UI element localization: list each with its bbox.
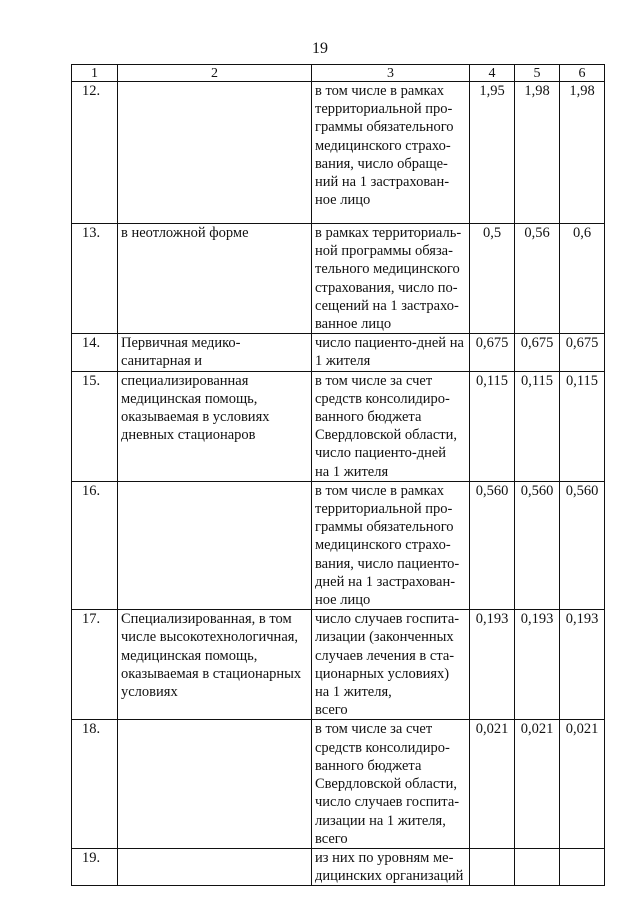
- table-row: [72, 720, 605, 848]
- row-indicator: в том числе в рамках территориальной про- граммы обязательного медицинского страхо- вания, число обраще- ний на 1 застрахован- ное лицо: [312, 82, 470, 224]
- row-group: Специализированная, в том числе высокотехнологичная, медицинская помощь, оказываемая в стационарных условиях: [118, 610, 312, 720]
- header-cell: 5: [515, 65, 560, 82]
- row-indicator: в рамках территориаль- ной программы обяза- тельного медицинского страхования, число по- сещений на 1 застрахо- ванное лицо: [312, 224, 470, 334]
- row-number: 16.: [72, 481, 118, 609]
- row-value-col5: 0,021: [515, 720, 560, 848]
- page-number: 19: [312, 40, 328, 57]
- row-value-col6: 0,021: [560, 720, 605, 848]
- table-row: [72, 224, 605, 334]
- table-row: [72, 610, 605, 720]
- row-number: 13.: [72, 224, 118, 334]
- row-value-col4: 0,193: [470, 610, 515, 720]
- row-indicator: число пациенто-дней на 1 жителя: [312, 334, 470, 371]
- row-value-col6: 0,193: [560, 610, 605, 720]
- row-value-col4: 1,95: [470, 82, 515, 224]
- row-indicator: в том числе в рамках территориальной про- граммы обязательного медицинского страхо- вания, число пациенто- дней на 1 застрахован- ное лицо: [312, 481, 470, 609]
- row-value-col6: 0,675: [560, 334, 605, 371]
- header-cell: 6: [560, 65, 605, 82]
- row-value-col5: 0,193: [515, 610, 560, 720]
- header-row: [72, 65, 605, 82]
- row-value-col5: 0,560: [515, 481, 560, 609]
- row-value-col4: [470, 848, 515, 885]
- row-value-col4: 0,115: [470, 371, 515, 481]
- header-cell: 1: [72, 65, 118, 82]
- row-group: в неотложной форме: [118, 224, 312, 334]
- row-number: 19.: [72, 848, 118, 885]
- row-number: 14.: [72, 334, 118, 371]
- row-value-col4: 0,021: [470, 720, 515, 848]
- row-indicator: в том числе за счет средств консолидиро- ванного бюджета Свердловской области, число пациенто-дней на 1 жителя: [312, 371, 470, 481]
- header-cell: 3: [312, 65, 470, 82]
- table-row: [72, 481, 605, 609]
- table-row: [72, 848, 605, 885]
- row-group: Первичная медико- санитарная и: [118, 334, 312, 371]
- row-value-col4: 0,5: [470, 224, 515, 334]
- row-number: 17.: [72, 610, 118, 720]
- row-value-col6: 1,98: [560, 82, 605, 224]
- row-value-col5: 0,675: [515, 334, 560, 371]
- table-row: [72, 82, 605, 224]
- table-row: [72, 371, 605, 481]
- row-value-col5: 1,98: [515, 82, 560, 224]
- row-group: [118, 82, 312, 224]
- row-value-col6: 0,560: [560, 481, 605, 609]
- row-group: [118, 720, 312, 848]
- row-indicator: в том числе за счет средств консолидиро- ванного бюджета Свердловской области, число случаев госпита- лизации на 1 жителя, всего: [312, 720, 470, 848]
- row-number: 15.: [72, 371, 118, 481]
- row-group: специализированная медицинская помощь, оказываемая в условиях дневных стационаров: [118, 371, 312, 481]
- row-value-col5: [515, 848, 560, 885]
- row-indicator: из них по уровням ме- дицинских организаций: [312, 848, 470, 885]
- row-value-col4: 0,560: [470, 481, 515, 609]
- row-value-col6: 0,115: [560, 371, 605, 481]
- row-number: 12.: [72, 82, 118, 224]
- row-value-col5: 0,56: [515, 224, 560, 334]
- row-value-col6: [560, 848, 605, 885]
- header-cell: 4: [470, 65, 515, 82]
- indicators-table: [71, 64, 605, 886]
- row-group: [118, 848, 312, 885]
- row-value-col5: 0,115: [515, 371, 560, 481]
- row-number: 18.: [72, 720, 118, 848]
- row-value-col4: 0,675: [470, 334, 515, 371]
- row-indicator: число случаев госпита- лизации (законченных случаев лечения в ста- ционарных условиях) на 1 жителя, всего: [312, 610, 470, 720]
- row-group: [118, 481, 312, 609]
- header-cell: 2: [118, 65, 312, 82]
- table-row: [72, 334, 605, 371]
- row-value-col6: 0,6: [560, 224, 605, 334]
